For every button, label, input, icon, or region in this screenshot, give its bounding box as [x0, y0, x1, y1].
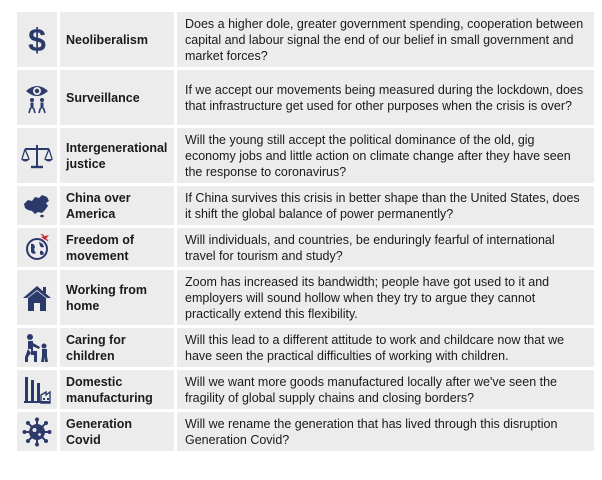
factory-icon [17, 370, 57, 409]
house-icon [17, 270, 57, 325]
parent-child-icon [17, 328, 57, 367]
table-row [17, 328, 594, 367]
topic-label: Neoliberalism [60, 12, 174, 67]
table-row [17, 70, 594, 125]
topic-label: Freedom of movement [60, 228, 174, 267]
globe-plane-icon [17, 228, 57, 267]
table-row [17, 370, 594, 409]
question-text: Will we want more goods manufactured locally after we've seen the fragility of global supply chains and closing borders? [177, 370, 594, 409]
topic-label: Generation Covid [60, 412, 174, 451]
question-text: Will we rename the generation that has lived through this disruption Generation Covid? [177, 412, 594, 451]
table-row [17, 186, 594, 225]
question-text: Will this lead to a different attitude to work and childcare now that we have seen the practical difficulties of working with children. [177, 328, 594, 367]
topics-table [17, 12, 594, 454]
table-row [17, 228, 594, 267]
topic-label: China over America [60, 186, 174, 225]
china-map-icon [17, 186, 57, 225]
scales-icon [17, 128, 57, 183]
question-text: Zoom has increased its bandwidth; people have got used to it and employers will sound hollow when they try to argue they cannot practically extend this flexibility. [177, 270, 594, 325]
question-text: If China survives this crisis in better shape than the United States, does it shift the global balance of power permanently? [177, 186, 594, 225]
question-text: If we accept our movements being measured during the lockdown, does that infrastructure get used for other purposes when the crisis is over? [177, 70, 594, 125]
dollar-icon [17, 12, 57, 67]
table-row [17, 412, 594, 451]
svg-text:$: $ [28, 23, 46, 56]
table-row [17, 270, 594, 325]
table-row [17, 12, 594, 67]
question-text: Will individuals, and countries, be enduringly fearful of international travel for tourism and study? [177, 228, 594, 267]
question-text: Will the young still accept the political dominance of the old, gig economy jobs and little action on climate change after they have seen the response to coronavirus? [177, 128, 594, 183]
eye-surveillance-icon [17, 70, 57, 125]
table-row [17, 128, 594, 183]
topic-label: Working from home [60, 270, 174, 325]
topic-label: Surveillance [60, 70, 174, 125]
topic-label: Domestic manufacturing [60, 370, 174, 409]
topic-label: Intergenerational justice [60, 128, 174, 183]
question-text: Does a higher dole, greater government spending, cooperation between capital and labour signal the end of our belief in small government and market forces? [177, 12, 594, 67]
topic-label: Caring for children [60, 328, 174, 367]
virus-icon [17, 412, 57, 451]
